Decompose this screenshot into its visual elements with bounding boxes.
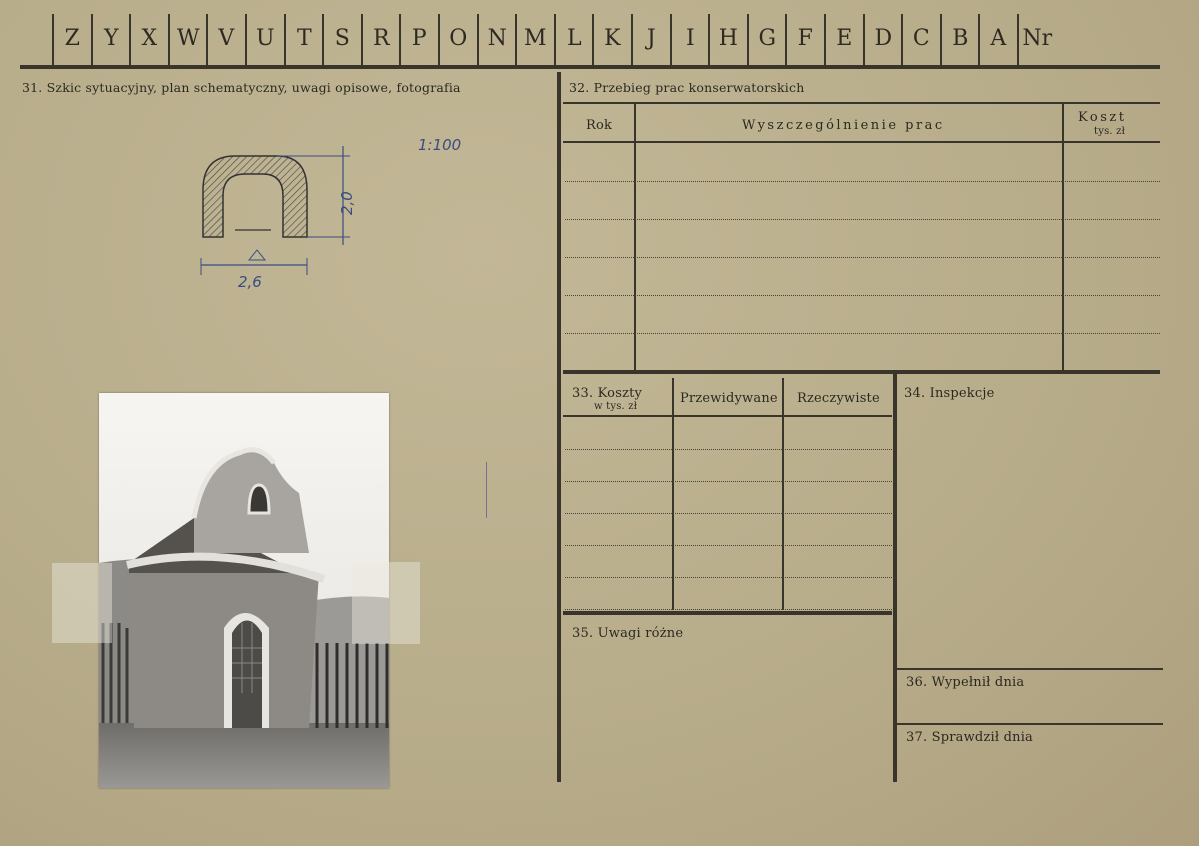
chapel-plan-sketch — [185, 140, 375, 295]
scale-note: 1:100 — [418, 136, 462, 154]
section33-write-line[interactable] — [565, 545, 892, 546]
section36-label: 36. Wypełnił dnia — [906, 675, 1025, 690]
section32-col-rule-1 — [634, 104, 636, 372]
index-letter-k: K — [604, 26, 621, 51]
section32-top-rule — [563, 102, 1160, 104]
section32-bottom-rule — [563, 370, 1160, 374]
section33-bottom-rule — [563, 611, 892, 615]
plan-walls — [203, 156, 307, 237]
section32-col-details: Wyszczególnienie prac — [742, 118, 945, 133]
section32-col-rule-2 — [1062, 104, 1064, 372]
section33-label-unit: w tys. zł — [594, 401, 638, 412]
section33-col-rule-2 — [782, 378, 784, 610]
section33-col-rule-1 — [672, 378, 674, 610]
index-letter-a: A — [990, 26, 1007, 51]
index-letter-n: N — [487, 26, 507, 51]
section32-col-year: Rok — [586, 118, 613, 133]
pencil-mark — [486, 462, 487, 518]
index-letter-y: Y — [104, 26, 119, 51]
index-letter-i: I — [685, 26, 695, 51]
index-letter-f: F — [797, 26, 813, 51]
index-letter-m: M — [524, 26, 547, 51]
section32-label: 32. Przebieg prac konserwatorskich — [569, 80, 805, 95]
section32-write-line[interactable] — [565, 295, 1160, 296]
tape-left — [52, 563, 112, 643]
section32-header-rule — [563, 141, 1160, 143]
index-letter-x: X — [141, 26, 158, 51]
index-letter-s: S — [334, 26, 350, 51]
index-letter-o: O — [449, 26, 468, 51]
section33-header-rule — [563, 415, 892, 417]
right-vertical-divider — [893, 374, 897, 782]
index-letter-u: U — [256, 26, 275, 51]
index-letter-j: J — [646, 26, 656, 51]
section32-col-cost-unit: tys. zł — [1094, 126, 1126, 137]
index-letter-nr: Nr — [1022, 26, 1053, 51]
dimension-height: 2,0 — [338, 191, 356, 215]
index-letter-r: R — [373, 26, 390, 51]
index-letter-c: C — [912, 26, 930, 51]
section33-write-line[interactable] — [565, 481, 892, 482]
section35-label: 35. Uwagi różne — [572, 626, 684, 641]
section33-write-line[interactable] — [565, 609, 892, 610]
section32-col-cost: Koszt — [1078, 110, 1127, 125]
section33-label: 33. Koszty — [572, 386, 643, 401]
section33-write-line[interactable] — [565, 449, 892, 450]
section32-write-line[interactable] — [565, 181, 1160, 182]
section32-write-line[interactable] — [565, 219, 1160, 220]
index-letter-l: L — [566, 26, 582, 51]
section33-col-actual: Rzeczywiste — [797, 391, 880, 406]
index-letter-w: W — [176, 26, 200, 51]
index-letter-v: V — [218, 26, 235, 51]
index-letter-g: G — [758, 26, 777, 51]
index-letter-e: E — [836, 26, 853, 51]
main-vertical-divider — [557, 72, 561, 782]
section36-top-rule — [897, 668, 1163, 670]
section37-label: 37. Sprawdził dnia — [906, 730, 1034, 745]
index-letter-t: T — [296, 26, 312, 51]
index-letter-h: H — [718, 26, 738, 51]
chapel-photo-image — [99, 393, 389, 788]
index-letter-d: D — [874, 26, 893, 51]
section31-label: 31. Szkic sytuacyjny, plan schematyczny, uwagi opisowe, fotografia — [22, 80, 461, 95]
section33-write-line[interactable] — [565, 577, 892, 578]
index-strip-bottom-rule — [20, 65, 1160, 69]
section33-col-planned: Przewidywane — [680, 391, 778, 406]
chapel-photograph — [99, 393, 389, 788]
section37-top-rule — [897, 723, 1163, 725]
index-letter-z: Z — [64, 26, 80, 51]
section34-label: 34. Inspekcje — [904, 386, 995, 401]
section32-write-line[interactable] — [565, 257, 1160, 258]
tape-right — [352, 562, 420, 644]
index-letter-p: P — [411, 26, 427, 51]
index-letter-b: B — [952, 26, 969, 51]
section32-write-line[interactable] — [565, 333, 1160, 334]
section33-write-line[interactable] — [565, 513, 892, 514]
dimension-width: 2,6 — [238, 273, 262, 291]
